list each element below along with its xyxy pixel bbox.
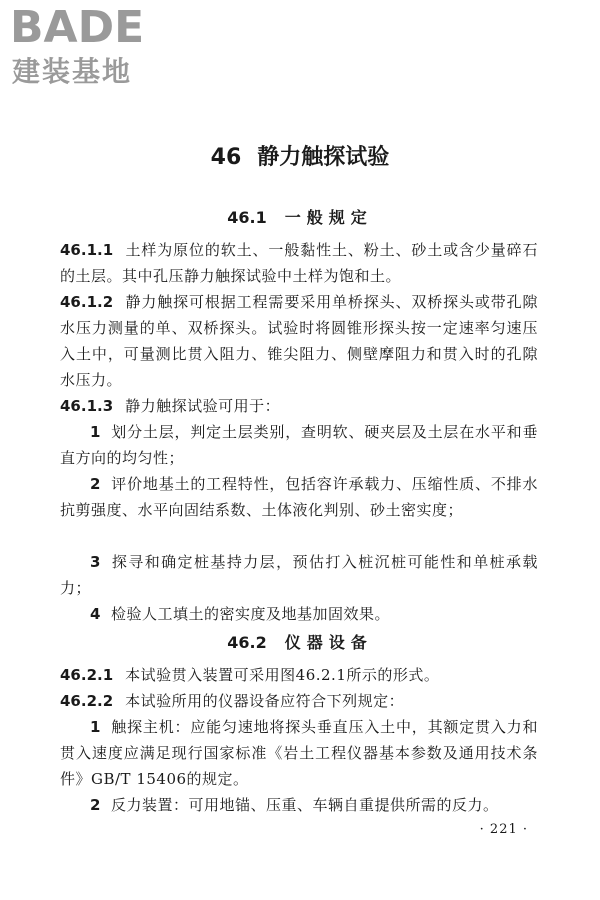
clause-text: 静力触探可根据工程需要采用单桥探头、双桥探头或带孔隙水压力测量的单、双桥探头。试验时将圆锥形探头按一定速率匀速压入土中，可量测比贯入阻力、锥尖阻力、侧壁摩阻力和贯入时的孔隙水压力。 <box>60 293 538 389</box>
logo-wordmark: BADE <box>10 2 145 53</box>
clause-label: 46.1.3 <box>60 397 114 415</box>
clause-46-1-3 <box>60 393 538 419</box>
item-text: 探寻和确定桩基持力层，预估打入桩沉桩可能性和单桩承载力； <box>60 553 538 597</box>
section-heading-46-2 <box>0 630 600 653</box>
list-item <box>60 792 538 818</box>
page-number: · 221 · <box>479 822 528 837</box>
item-number: 2 <box>90 475 101 493</box>
clause-label: 46.2.2 <box>60 692 114 710</box>
list-item <box>60 601 538 627</box>
list-item <box>60 714 538 792</box>
clause-46-1-2 <box>60 289 538 393</box>
clause-text: 土样为原位的软土、一般黏性土、粉土、砂土或含少量碎石的土层。其中孔压静力触探试验中土样为饱和土。 <box>60 241 538 285</box>
clause-label: 46.2.1 <box>60 666 114 684</box>
list-item <box>60 549 538 601</box>
item-text: 反力装置：可用地锚、压重、车辆自重提供所需的反力。 <box>110 796 499 814</box>
clause-label: 46.1.2 <box>60 293 114 311</box>
section-heading-46-1 <box>0 205 600 228</box>
chapter-title <box>0 140 600 171</box>
bade-logo <box>10 2 180 90</box>
chapter-title-text: 静力触探试验 <box>257 145 390 170</box>
chapter-number: 46 <box>210 145 242 170</box>
section-number: 46.2 <box>227 633 267 652</box>
item-number: 3 <box>90 553 101 571</box>
item-text: 评价地基土的工程特性，包括容许承载力、压缩性质、不排水抗剪强度、水平向固结系数、土体液化判别、砂土密实度； <box>60 475 538 519</box>
item-number: 1 <box>90 423 101 441</box>
clause-text: 静力触探试验可用于： <box>125 397 281 415</box>
item-number: 4 <box>90 605 101 623</box>
clause-text: 本试验贯入装置可采用图46.2.1所示的形式。 <box>125 666 440 684</box>
logo-subtitle: 建装基地 <box>12 55 133 88</box>
section-number: 46.1 <box>227 208 267 227</box>
item-text: 触探主机：应能匀速地将探头垂直压入土中，其额定贯入力和贯入速度应满足现行国家标准《岩土工程仪器基本参数及通用技术条件》GB/T 15406的规定。 <box>60 718 538 788</box>
section-title: 仪器设备 <box>284 633 373 652</box>
item-number: 1 <box>90 718 101 736</box>
item-text: 划分土层，判定土层类别，查明软、硬夹层及土层在水平和垂直方向的均匀性； <box>60 423 538 467</box>
clause-46-2-1 <box>60 662 538 688</box>
clause-text: 本试验所用的仪器设备应符合下列规定： <box>125 692 405 710</box>
clause-46-1-1 <box>60 237 538 289</box>
item-text: 检验人工填土的密实度及地基加固效果。 <box>110 605 390 623</box>
clause-46-2-2 <box>60 688 538 714</box>
list-item <box>60 419 538 471</box>
list-item <box>60 471 538 523</box>
item-number: 2 <box>90 796 101 814</box>
clause-label: 46.1.1 <box>60 241 114 259</box>
section-title: 一般规定 <box>284 208 373 227</box>
